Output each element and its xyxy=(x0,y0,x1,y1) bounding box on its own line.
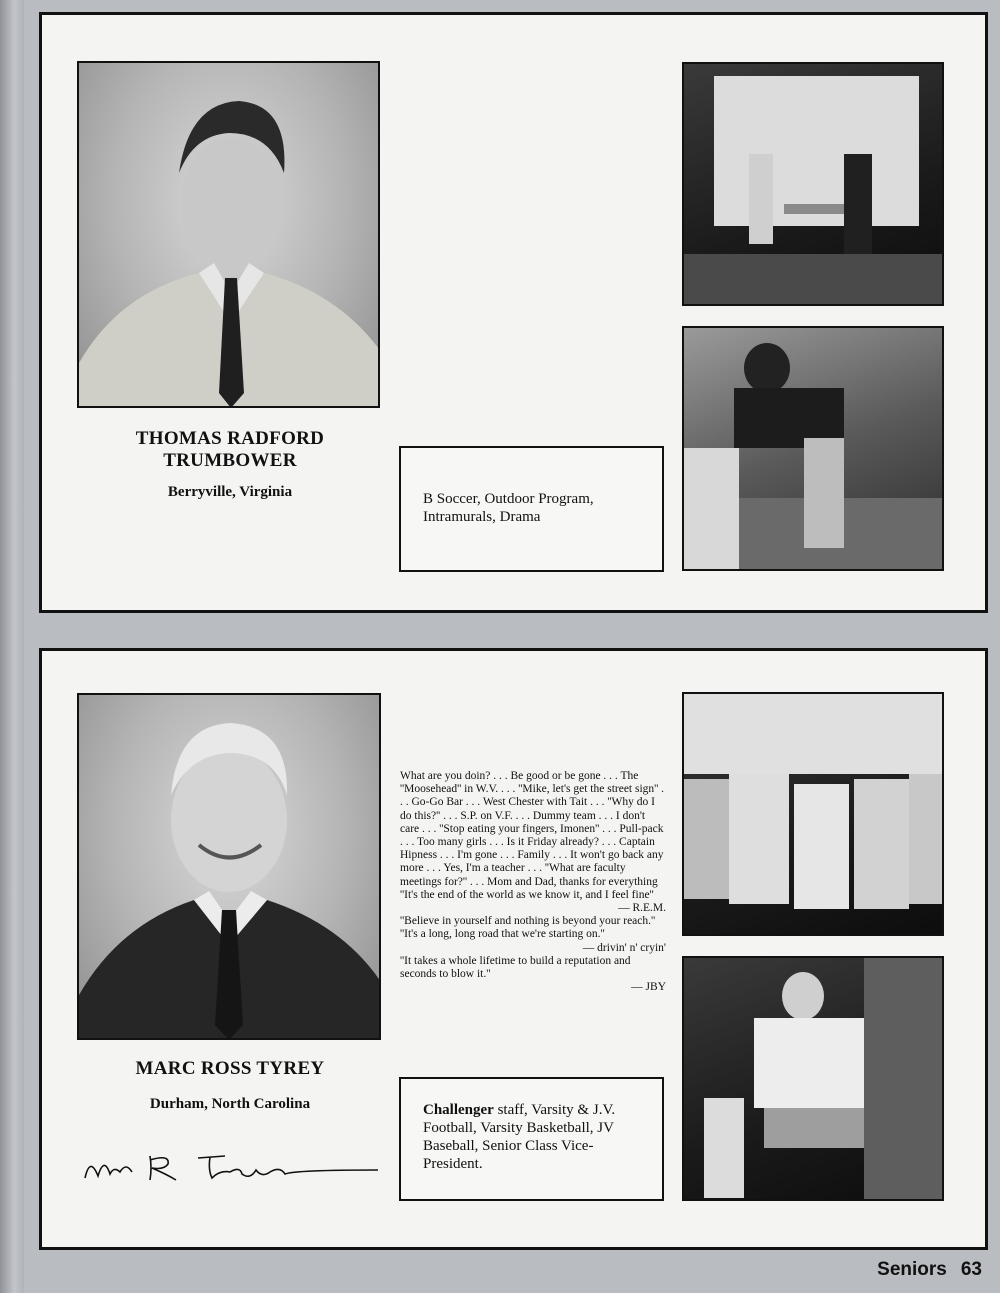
name-line-1: THOMAS RADFORD xyxy=(135,428,325,449)
page-footer xyxy=(863,1259,982,1281)
portrait-photo-trumbower xyxy=(77,61,380,408)
name-line-2: TRUMBOWER xyxy=(163,450,297,471)
activities-box-trumbower xyxy=(399,446,664,572)
quote-attribution-rem: — R.E.M. xyxy=(618,902,666,915)
activities-text: staff, Varsity & J.V. Football, Varsity Basketball, JV Baseball, Senior Class Vice-President. xyxy=(423,1102,616,1172)
portrait-photo-tyrey xyxy=(77,693,381,1040)
hometown-trumbower: Berryville, Virginia xyxy=(167,484,293,500)
senior-quote-tyrey xyxy=(400,770,666,994)
exercise-bike-photo xyxy=(682,956,944,1201)
signature xyxy=(80,1148,380,1188)
senior-name-tyrey: MARC ROSS TYREY xyxy=(135,1058,325,1079)
senior-name-trumbower xyxy=(80,428,380,472)
quote-attribution-road: — drivin' n' cryin' xyxy=(582,941,666,954)
book-binding xyxy=(0,0,24,1293)
stage-photo xyxy=(682,62,944,306)
hometown-tyrey: Durham, North Carolina xyxy=(149,1096,311,1112)
page-number: 63 xyxy=(960,1259,982,1280)
section-label: Seniors xyxy=(877,1259,947,1280)
activities-bold: Challenger xyxy=(423,1102,494,1118)
activities-box-tyrey xyxy=(399,1077,664,1201)
portrait-figure xyxy=(79,695,381,1040)
rehearsal-photo xyxy=(682,326,944,571)
quote-road: ''It's a long, long road that we're starting on.'' xyxy=(400,928,605,941)
quote-rem: ''It's the end of the world as we know it, and I feel fine'' xyxy=(400,888,654,901)
activities-text: B Soccer, Outdoor Program, Intramurals, Drama xyxy=(423,491,594,525)
quote-believe: ''Believe in yourself and nothing is beyond your reach.'' xyxy=(400,915,656,928)
portrait-figure xyxy=(79,63,380,408)
quote-lifetime: ''It takes a whole lifetime to build a reputation and seconds to blow it.'' xyxy=(400,954,631,981)
football-team-photo xyxy=(682,692,944,936)
quote-body: What are you doin? . . . Be good or be gone . . . The ''Moosehead'' in W.V. . . . ''Mike, let's get the street sign'' . . . Go-Go Bar . . . West Chester with Tait . . . ''Why do I do this?'' . . . S.P. on V.F. . . . Dummy team . . . I don't care . . . ''Stop eating your fingers, Imonen'' . . . Pull-pack . . . Too many girls . . . Is it Friday already? . . . Captain Hipness . . . I'm gone . . . Family . . . It won't go back any more . . . Yes, I'm a teacher . . . ''What are faculty meetings for?'' . . . Mom and Dad, thanks for everything xyxy=(400,770,665,888)
quote-attribution-jby: — JBY xyxy=(631,981,666,994)
